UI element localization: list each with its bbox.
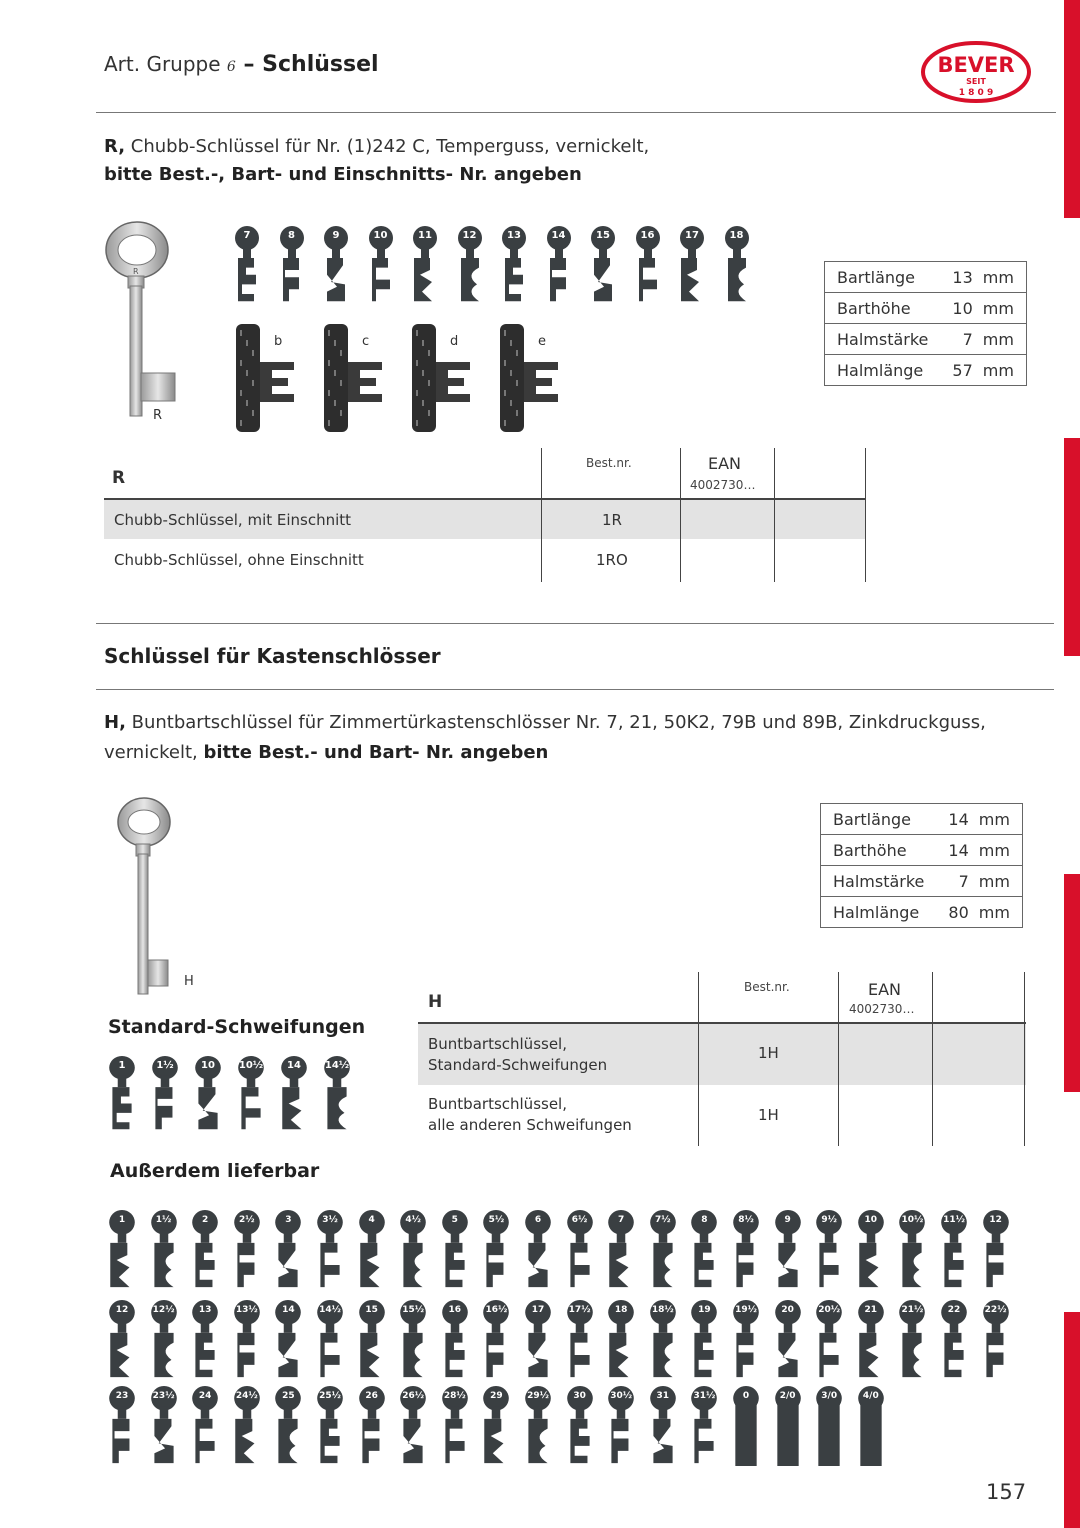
bit-number-label: 17½ bbox=[568, 1305, 591, 1315]
table-column-divider bbox=[698, 972, 699, 1146]
extra-bit-row bbox=[106, 1386, 926, 1466]
bit-number-label: 22 bbox=[947, 1305, 961, 1315]
bit-number-label: 5 bbox=[451, 1215, 458, 1225]
row-bestnr: 1RO bbox=[596, 551, 628, 569]
bit-number-label: 21½ bbox=[901, 1305, 924, 1315]
svg-text:BEVER: BEVER bbox=[937, 53, 1015, 77]
category-title: – Schlüssel bbox=[235, 52, 379, 77]
row-bestnr: 1R bbox=[602, 510, 622, 529]
section-divider bbox=[96, 689, 1054, 690]
spec-row bbox=[821, 835, 1023, 866]
bit-number-label: 3 bbox=[285, 1215, 292, 1225]
bever-logo bbox=[920, 40, 1032, 104]
section-divider bbox=[96, 623, 1054, 624]
extra-bit-row bbox=[106, 1300, 1026, 1380]
bit-number-label: 7 bbox=[618, 1215, 625, 1225]
bit-number-label: 19½ bbox=[735, 1305, 757, 1315]
section-h-description: H, Buntbartschlüssel für Zimmertürkastenschlösser Nr. 7, 21, 50K2, 79B und 89B, Zinkdruckguss, bbox=[104, 712, 986, 733]
extra-bits-title: Außerdem lieferbar bbox=[110, 1160, 320, 1182]
bit-number-label: 16 bbox=[448, 1305, 462, 1315]
spec-label: Halmlänge bbox=[821, 897, 935, 928]
bit-number-label: 3½ bbox=[322, 1215, 338, 1225]
bit-number-label: 22½ bbox=[984, 1305, 1007, 1315]
spec-row bbox=[825, 355, 1027, 386]
spec-unit: mm bbox=[973, 866, 1023, 897]
bit-number-label: 12 bbox=[462, 230, 477, 241]
section-h-instruction: vernickelt, bitte Best.- und Bart- Nr. angeben bbox=[104, 742, 549, 763]
side-accent-bar bbox=[1064, 438, 1080, 656]
bit-number-label: 10½ bbox=[901, 1215, 924, 1225]
spec-unit: mm bbox=[978, 809, 1010, 829]
bit-number-label: 13 bbox=[507, 230, 521, 241]
bit-number-label: 23½ bbox=[152, 1391, 175, 1401]
bit-number-label: 1 bbox=[118, 1215, 126, 1225]
bit-number-label: 8 bbox=[701, 1215, 708, 1225]
cut-profile-icon bbox=[232, 322, 312, 434]
bit-number-label: 1 bbox=[118, 1060, 126, 1071]
bit-number-label: 10 bbox=[373, 230, 388, 241]
bit-number-label: 16½ bbox=[485, 1305, 508, 1315]
spec-value: 10 bbox=[938, 293, 976, 324]
spec-value: 7 bbox=[934, 866, 972, 897]
cut-profile-icon bbox=[320, 322, 400, 434]
section-r-instruction: bitte Best.-, Bart- und Einschnitts- Nr. angeben bbox=[104, 164, 582, 185]
cut-letter-label: e bbox=[538, 334, 546, 349]
spec-label: Halmstärke bbox=[821, 866, 935, 897]
svg-text:SEIT: SEIT bbox=[966, 77, 986, 86]
bit-number-label: 14 bbox=[551, 230, 566, 241]
group-prefix: Art. Gruppe bbox=[104, 52, 221, 76]
spec-row bbox=[825, 293, 1027, 324]
bit-number-label: 9 bbox=[784, 1215, 791, 1225]
bit-number-label: 28½ bbox=[443, 1391, 466, 1401]
spec-unit: mm bbox=[977, 293, 1027, 324]
bit-number-label: 21 bbox=[864, 1305, 878, 1315]
cut-profile-icon bbox=[408, 322, 488, 434]
col-header-ean-prefix: 4002730… bbox=[849, 1002, 915, 1016]
row-bestnr: 1H bbox=[758, 1044, 779, 1062]
bit-number-label: 29 bbox=[490, 1391, 503, 1401]
bit-number-label: 15 bbox=[596, 230, 610, 241]
bit-number-label: 17 bbox=[531, 1305, 545, 1315]
spec-table-r bbox=[824, 261, 1027, 386]
bit-number-label: 20 bbox=[781, 1305, 794, 1315]
spec-unit: mm bbox=[982, 267, 1014, 287]
col-header-bestnr: Best.nr. bbox=[744, 980, 790, 994]
spec-label: Barthöhe bbox=[821, 835, 935, 866]
bit-number-label: 10 bbox=[201, 1060, 215, 1071]
row-description: Chubb-Schlüssel, mit Einschnitt bbox=[114, 510, 352, 529]
bit-number-label: 12 bbox=[989, 1215, 1002, 1225]
bit-number-label: 30 bbox=[573, 1391, 586, 1401]
bit-number-label: 24½ bbox=[235, 1391, 258, 1401]
spec-label: Bartlänge bbox=[837, 267, 916, 287]
bit-number-label: 17 bbox=[685, 230, 699, 241]
spec-label: Barthöhe bbox=[825, 293, 939, 324]
bit-number-label: 10 bbox=[864, 1215, 878, 1225]
page-title bbox=[104, 52, 379, 77]
chubb-key-image bbox=[100, 218, 190, 428]
bit-number-label: 9 bbox=[332, 230, 340, 241]
buntbart-key-image bbox=[108, 794, 188, 1002]
bit-number-label: 12 bbox=[115, 1305, 129, 1315]
cut-profile-icon bbox=[496, 322, 576, 434]
side-accent-bar bbox=[1064, 0, 1080, 218]
chubb-bit-row bbox=[232, 226, 752, 306]
spec-unit: mm bbox=[973, 897, 1023, 928]
bit-number-label: 26½ bbox=[402, 1391, 425, 1401]
bit-number-label: 1½ bbox=[155, 1215, 172, 1225]
col-header-ean: EAN bbox=[708, 454, 742, 473]
bit-number-label: 10½ bbox=[238, 1060, 264, 1071]
order-table-h bbox=[418, 972, 1026, 1146]
bit-number-label: 14½ bbox=[319, 1305, 341, 1315]
table-row bbox=[418, 1086, 1026, 1146]
bit-number-label: 6 bbox=[534, 1215, 542, 1225]
spec-value: 57 bbox=[938, 355, 976, 386]
spec-row bbox=[825, 324, 1027, 355]
bit-number-label: 31½ bbox=[693, 1391, 716, 1401]
spec-row bbox=[821, 804, 1023, 835]
table-column-divider bbox=[774, 448, 775, 582]
bit-number-label: 5½ bbox=[488, 1215, 505, 1225]
bit-number-label: 23 bbox=[115, 1391, 129, 1401]
table-column-divider bbox=[932, 972, 933, 1146]
section-h-title: Schlüssel für Kastenschlösser bbox=[104, 644, 441, 668]
bit-number-label: 1½ bbox=[156, 1060, 174, 1071]
bit-number-label: 2/0 bbox=[779, 1391, 796, 1401]
spec-row bbox=[821, 897, 1023, 928]
spec-value: 14 bbox=[948, 809, 969, 829]
bit-number-label: 7½ bbox=[655, 1215, 671, 1225]
standard-bits-title: Standard-Schweifungen bbox=[108, 1016, 366, 1038]
bit-number-label: 16 bbox=[640, 230, 655, 241]
spec-unit: mm bbox=[977, 324, 1027, 355]
bit-number-label: 4 bbox=[368, 1215, 375, 1225]
bit-number-label: 8 bbox=[288, 230, 295, 241]
spec-label: Halmlänge bbox=[825, 355, 939, 386]
row-description: Buntbartschlüssel, Standard-Schweifungen bbox=[428, 1035, 608, 1074]
col-header-bestnr: Best.nr. bbox=[586, 456, 632, 470]
side-accent-bar bbox=[1064, 874, 1080, 1092]
spec-value: 7 bbox=[938, 324, 976, 355]
svg-text:1 8 0 9: 1 8 0 9 bbox=[958, 88, 994, 98]
bit-number-label: 4½ bbox=[405, 1215, 421, 1225]
bit-number-label: 2½ bbox=[239, 1215, 255, 1225]
table-column-divider bbox=[838, 972, 839, 1146]
key-h-label: H bbox=[184, 974, 194, 989]
spec-value: 80 bbox=[934, 897, 972, 928]
bit-number-label: 15 bbox=[365, 1305, 378, 1315]
chubb-cut-row bbox=[232, 322, 582, 434]
bit-number-label: 26 bbox=[365, 1391, 378, 1401]
header-divider bbox=[96, 112, 1056, 113]
bit-number-label: 18 bbox=[614, 1305, 628, 1315]
spec-unit: mm bbox=[977, 355, 1027, 386]
spec-label: Halmstärke bbox=[825, 324, 939, 355]
bit-number-label: 9½ bbox=[821, 1215, 837, 1225]
spec-unit: mm bbox=[973, 835, 1023, 866]
col-header-ean-prefix: 4002730… bbox=[690, 478, 756, 492]
table-row bbox=[104, 500, 866, 539]
cut-letter-label: d bbox=[450, 334, 459, 349]
spec-row bbox=[821, 866, 1023, 897]
bit-number-label: 25½ bbox=[319, 1391, 341, 1401]
table-code: R bbox=[112, 468, 126, 488]
table-column-divider bbox=[680, 448, 681, 582]
spec-value: 13 bbox=[952, 267, 973, 287]
svg-text:R: R bbox=[133, 267, 139, 276]
spec-row bbox=[825, 262, 1027, 293]
bit-number-label: 14 bbox=[282, 1305, 295, 1315]
bit-number-label: 19 bbox=[698, 1305, 711, 1315]
bit-number-label: 18½ bbox=[651, 1305, 674, 1315]
bit-number-label: 11 bbox=[418, 230, 432, 241]
table-column-divider bbox=[865, 448, 866, 582]
order-table-r bbox=[104, 448, 866, 582]
bit-number-label: 20½ bbox=[818, 1305, 841, 1315]
standard-bit-row bbox=[106, 1056, 366, 1132]
bit-number-label: 11½ bbox=[943, 1215, 965, 1225]
section-r-description: R, Chubb-Schlüssel für Nr. (1)242 C, Temperguss, vernickelt, bbox=[104, 136, 650, 157]
bit-number-label: 13 bbox=[198, 1305, 212, 1315]
bit-number-label: 2 bbox=[202, 1215, 209, 1225]
spec-table-h bbox=[820, 803, 1023, 928]
table-row bbox=[418, 1024, 1026, 1085]
bit-number-label: 15½ bbox=[402, 1305, 425, 1315]
spec-label: Bartlänge bbox=[833, 809, 912, 829]
bit-number-label: 6½ bbox=[571, 1215, 588, 1225]
page-number: 157 bbox=[986, 1480, 1027, 1504]
spec-value: 14 bbox=[934, 835, 972, 866]
cut-letter-label: b bbox=[274, 334, 283, 349]
bit-number-label: 0 bbox=[742, 1391, 750, 1401]
row-description: Buntbartschlüssel, alle anderen Schweifungen bbox=[428, 1095, 632, 1134]
bit-number-label: 31 bbox=[656, 1391, 670, 1401]
table-code: H bbox=[428, 992, 443, 1012]
key-r-label: R bbox=[153, 408, 163, 423]
row-description: Chubb-Schlüssel, ohne Einschnitt bbox=[114, 551, 364, 569]
bit-number-label: 18 bbox=[729, 230, 744, 241]
bit-number-label: 7 bbox=[243, 230, 251, 241]
bit-number-label: 8½ bbox=[738, 1215, 754, 1225]
bit-number-label: 4/0 bbox=[862, 1391, 879, 1401]
table-column-divider bbox=[1024, 972, 1025, 1146]
table-row bbox=[104, 540, 866, 580]
bit-number-label: 14 bbox=[287, 1060, 301, 1071]
cut-letter-label: c bbox=[362, 334, 370, 349]
group-number: 6 bbox=[226, 59, 236, 75]
bit-number-label: 24 bbox=[198, 1391, 212, 1401]
col-header-ean: EAN bbox=[868, 980, 902, 999]
bit-number-label: 3/0 bbox=[821, 1391, 838, 1401]
bit-number-label: 30½ bbox=[610, 1391, 633, 1401]
bit-number-label: 29½ bbox=[527, 1391, 549, 1401]
side-accent-bar bbox=[1064, 1312, 1080, 1528]
row-bestnr: 1H bbox=[758, 1106, 779, 1124]
extra-bit-row bbox=[106, 1210, 1026, 1290]
table-column-divider bbox=[541, 448, 542, 582]
bit-number-label: 13½ bbox=[235, 1305, 258, 1315]
bit-number-label: 14½ bbox=[324, 1060, 350, 1071]
bit-number-label: 25 bbox=[282, 1391, 295, 1401]
bit-number-label: 12½ bbox=[152, 1305, 175, 1315]
